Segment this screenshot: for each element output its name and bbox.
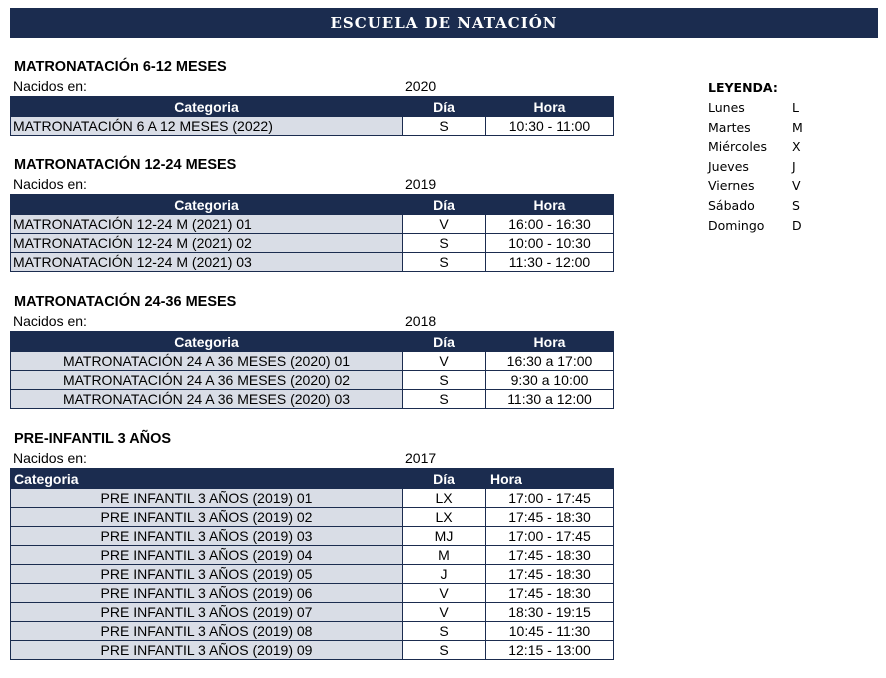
time-cell: 17:45 - 18:30 xyxy=(486,584,614,603)
table-header-row xyxy=(11,97,614,117)
born-year: 2019 xyxy=(405,176,437,192)
day-legend xyxy=(708,80,803,237)
table-row xyxy=(11,117,614,136)
time-cell: 11:30 - 12:00 xyxy=(486,253,614,272)
column-header-time: Hora xyxy=(486,332,614,352)
legend-day: Martes xyxy=(708,119,751,135)
day-cell: S xyxy=(403,371,486,390)
time-cell: 18:30 - 19:15 xyxy=(486,603,614,622)
column-header-category: Categoria xyxy=(11,195,403,215)
day-cell: V xyxy=(403,215,486,234)
schedule-table xyxy=(10,468,614,660)
time-cell: 17:00 - 17:45 xyxy=(486,527,614,546)
born-label: Nacidos en: xyxy=(13,78,87,94)
legend-day: Miércoles xyxy=(708,139,768,155)
category-cell: PRE INFANTIL 3 AÑOS (2019) 03 xyxy=(11,527,403,546)
page-title-banner xyxy=(10,8,878,38)
time-cell: 16:00 - 16:30 xyxy=(486,215,614,234)
born-label: Nacidos en: xyxy=(13,176,87,192)
category-cell: MATRONATACIÓN 24 A 36 MESES (2020) 01 xyxy=(11,352,403,371)
table-row xyxy=(11,390,614,409)
day-cell: LX xyxy=(403,489,486,508)
time-cell: 17:45 - 18:30 xyxy=(486,508,614,527)
legend-item xyxy=(708,120,803,140)
time-cell: 12:15 - 13:00 xyxy=(486,641,614,660)
section-title: PRE-INFANTIL 3 AÑOS xyxy=(14,431,172,447)
day-cell: LX xyxy=(403,508,486,527)
table-row xyxy=(11,641,614,660)
table-header-row xyxy=(11,195,614,215)
day-cell: S xyxy=(403,253,486,272)
legend-item xyxy=(708,139,803,159)
day-cell: S xyxy=(403,390,486,409)
legend-code: D xyxy=(792,217,802,233)
table-row xyxy=(11,371,614,390)
legend-day: Lunes xyxy=(708,100,745,115)
born-year: 2017 xyxy=(405,450,437,466)
legend-code: J xyxy=(792,158,796,174)
day-cell: MJ xyxy=(403,527,486,546)
day-cell: M xyxy=(403,546,486,565)
page-title: ESCUELA DE NATACIÓN xyxy=(330,14,558,32)
schedule-table xyxy=(10,194,614,272)
day-cell: S xyxy=(403,641,486,660)
day-cell: J xyxy=(403,565,486,584)
section-title: MATRONATACIÓn 6-12 MESES xyxy=(14,59,227,75)
table-row xyxy=(11,352,614,371)
legend-code: V xyxy=(792,178,801,194)
legend-day: Sábado xyxy=(708,197,755,213)
category-cell: MATRONATACIÓN 24 A 36 MESES (2020) 03 xyxy=(11,390,403,409)
schedule-table xyxy=(10,331,614,409)
category-cell: PRE INFANTIL 3 AÑOS (2019) 08 xyxy=(11,622,403,641)
day-cell: V xyxy=(403,584,486,603)
born-year: 2018 xyxy=(405,313,437,329)
legend-title: LEYENDA: xyxy=(708,80,778,95)
born-year: 2020 xyxy=(405,78,437,94)
column-header-day: Día xyxy=(403,332,486,352)
table-row xyxy=(11,603,614,622)
table-row xyxy=(11,622,614,641)
time-cell: 10:00 - 10:30 xyxy=(486,234,614,253)
legend-day: Domingo xyxy=(708,217,765,233)
category-cell: PRE INFANTIL 3 AÑOS (2019) 01 xyxy=(11,489,403,508)
legend-item xyxy=(708,100,803,120)
section-title: MATRONATACIÓN 12-24 MESES xyxy=(14,157,237,173)
day-cell: V xyxy=(403,352,486,371)
table-row xyxy=(11,253,614,272)
category-cell: PRE INFANTIL 3 AÑOS (2019) 05 xyxy=(11,565,403,584)
day-cell: S xyxy=(403,622,486,641)
legend-code: L xyxy=(792,100,799,115)
born-label: Nacidos en: xyxy=(13,450,87,466)
column-header-category: Categoria xyxy=(11,332,403,352)
table-row xyxy=(11,584,614,603)
time-cell: 10:45 - 11:30 xyxy=(486,622,614,641)
time-cell: 11:30 a 12:00 xyxy=(486,390,614,409)
day-cell: V xyxy=(403,603,486,622)
born-label: Nacidos en: xyxy=(13,313,87,329)
time-cell: 17:45 - 18:30 xyxy=(486,565,614,584)
column-header-time: Hora xyxy=(486,195,614,215)
schedule-table xyxy=(10,96,614,136)
legend-code: M xyxy=(792,119,803,135)
category-cell: MATRONATACIÓN 12-24 M (2021) 02 xyxy=(11,234,403,253)
legend-item xyxy=(708,178,803,198)
category-cell: MATRONATACIÓN 24 A 36 MESES (2020) 02 xyxy=(11,371,403,390)
column-header-category: Categoria xyxy=(11,469,403,489)
table-header-row xyxy=(11,332,614,352)
legend-day: Jueves xyxy=(708,158,749,174)
column-header-day: Día xyxy=(403,97,486,117)
column-header-time: Hora xyxy=(486,469,614,489)
column-header-day: Día xyxy=(403,195,486,215)
time-cell: 17:00 - 17:45 xyxy=(486,489,614,508)
section-title: MATRONATACIÓN 24-36 MESES xyxy=(14,294,237,310)
category-cell: MATRONATACIÓN 6 A 12 MESES (2022) xyxy=(11,117,403,136)
category-cell: MATRONATACIÓN 12-24 M (2021) 03 xyxy=(11,253,403,272)
legend-code: S xyxy=(792,197,800,213)
column-header-time: Hora xyxy=(486,97,614,117)
table-row xyxy=(11,565,614,584)
category-cell: PRE INFANTIL 3 AÑOS (2019) 02 xyxy=(11,508,403,527)
legend-item xyxy=(708,159,803,179)
time-cell: 16:30 a 17:00 xyxy=(486,352,614,371)
table-row xyxy=(11,527,614,546)
day-cell: S xyxy=(403,234,486,253)
legend-code: X xyxy=(792,139,801,155)
category-cell: PRE INFANTIL 3 AÑOS (2019) 07 xyxy=(11,603,403,622)
column-header-day: Día xyxy=(403,469,486,489)
day-cell: S xyxy=(403,117,486,136)
category-cell: PRE INFANTIL 3 AÑOS (2019) 09 xyxy=(11,641,403,660)
time-cell: 17:45 - 18:30 xyxy=(486,546,614,565)
category-cell: PRE INFANTIL 3 AÑOS (2019) 06 xyxy=(11,584,403,603)
column-header-category: Categoria xyxy=(11,97,403,117)
table-row xyxy=(11,489,614,508)
category-cell: PRE INFANTIL 3 AÑOS (2019) 04 xyxy=(11,546,403,565)
table-header-row xyxy=(11,469,614,489)
legend-day: Viernes xyxy=(708,178,755,194)
time-cell: 10:30 - 11:00 xyxy=(486,117,614,136)
legend-item xyxy=(708,198,803,218)
table-row xyxy=(11,234,614,253)
table-row xyxy=(11,215,614,234)
table-row xyxy=(11,508,614,527)
table-row xyxy=(11,546,614,565)
category-cell: MATRONATACIÓN 12-24 M (2021) 01 xyxy=(11,215,403,234)
legend-item xyxy=(708,218,803,238)
time-cell: 9:30 a 10:00 xyxy=(486,371,614,390)
